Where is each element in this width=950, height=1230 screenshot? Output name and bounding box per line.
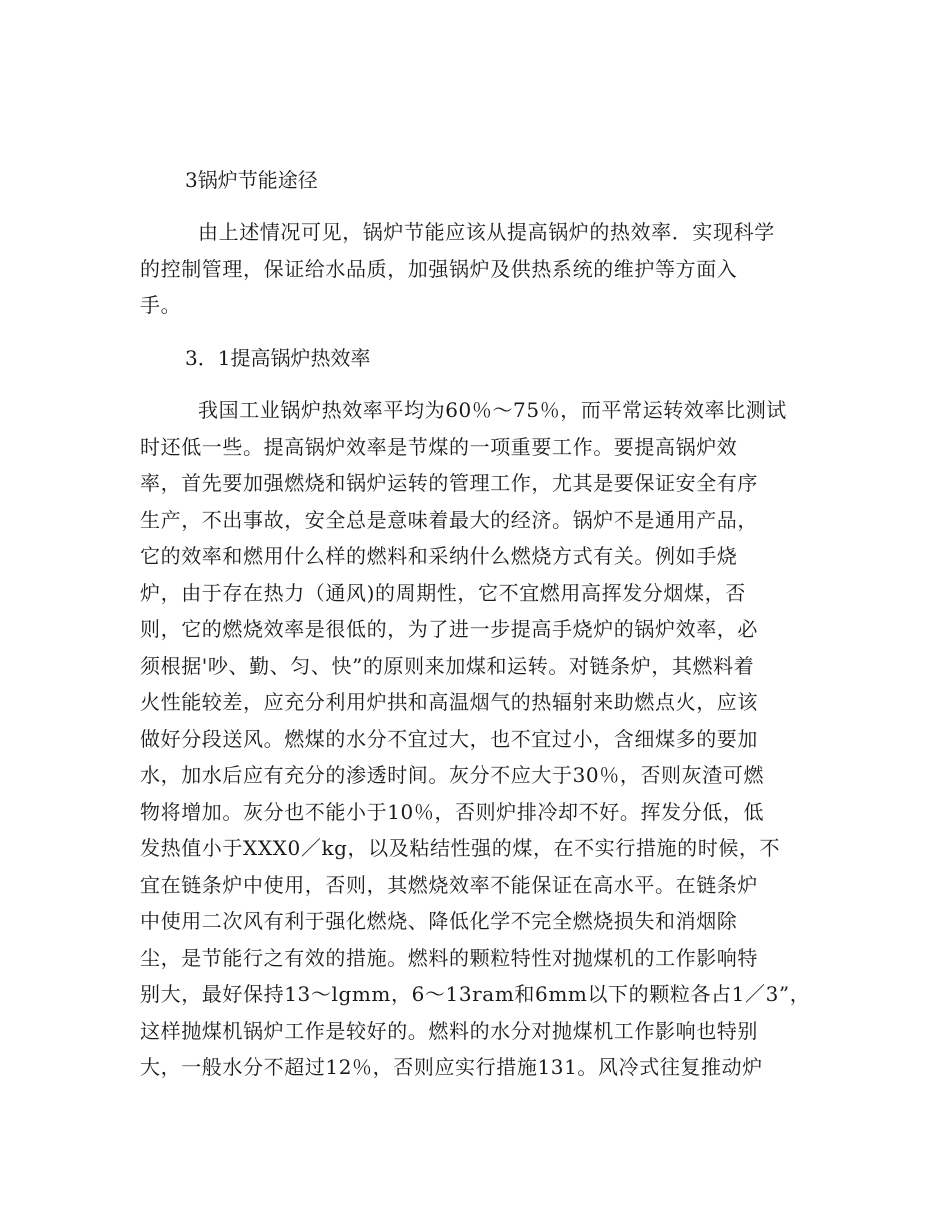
paragraph-line: 宜在链条炉中使用，否则，其燃烧效率不能保证在高水平。在链条炉 bbox=[140, 872, 758, 897]
paragraph-line: 生产，不出事故，安全总是意味着最大的经济。锅炉不是通用产品， bbox=[140, 507, 758, 532]
paragraph-line: 则，它的燃烧效率是很低的，为了进一步提高手烧炉的锅炉效率，必 bbox=[140, 617, 758, 641]
paragraph-line: 尘，是节能行之有效的措施。燃料的颗粒特性对抛煤机的工作影响特 bbox=[140, 945, 758, 970]
paragraph-line: 率，首先要加强燃烧和锅炉运转的管理工作，尤其是要保证安全有序 bbox=[140, 471, 758, 495]
paragraph-line: 的控制管理，保证给水品质，加强锅炉及供热系统的维护等方面入 bbox=[140, 256, 738, 281]
paragraph-line: 大，一般水分不超过12％，否则应实行措施131。风冷式往复推动炉 bbox=[140, 1055, 763, 1079]
paragraph-line: 水，加水后应有充分的渗透时间。灰分不应大于30％，否则灰渣可燃 bbox=[140, 763, 765, 787]
paragraph-line: 它的效率和燃用什么样的燃料和采纳什么燃烧方式有关。例如手烧 bbox=[140, 544, 738, 568]
paragraph-line: 手。 bbox=[140, 293, 182, 317]
paragraph-line: 时还低一些。提高锅炉效率是节煤的一项重要工作。要提高锅炉效 bbox=[140, 434, 738, 459]
intro-paragraph bbox=[140, 214, 820, 324]
paragraph-line: 我国工业锅炉热效率平均为60％～75％，而平常运转效率比测试 bbox=[198, 398, 787, 422]
paragraph-line: 发热值小于XXX0／kg，以及粘结性强的煤，在不实行措施的时候，不 bbox=[140, 836, 781, 860]
section-heading: 3锅炉节能途径 bbox=[185, 168, 318, 192]
subsection-heading: 3．1提高锅炉热效率 bbox=[185, 346, 371, 370]
paragraph-line: 别大，最好保持13～lgmm，6～13ram和6mm以下的颗粒各占1／3”， bbox=[140, 982, 811, 1006]
paragraph-line: 做好分段送风。燃煤的水分不宜过大，也不宜过小，含细煤多的要加 bbox=[140, 726, 758, 751]
paragraph-line: 火性能较差，应充分利用炉拱和高温烟气的热辐射来助燃点火，应该 bbox=[140, 690, 758, 714]
paragraph-line: 由上述情况可见，锅炉节能应该从提高锅炉的热效率．实现科学 bbox=[198, 220, 775, 244]
paragraph-line: 这样抛煤机锅炉工作是较好的。燃料的水分对抛煤机工作影响也特别 bbox=[140, 1018, 758, 1043]
paragraph-line: 须根据'吵、勤、匀、快”的原则来加煤和运转。对链条炉，其燃料着 bbox=[140, 653, 755, 678]
body-paragraph bbox=[140, 392, 820, 1086]
paragraph-line: 物将增加。灰分也不能小于10％，否则炉排冷却不好。挥发分低，低 bbox=[140, 799, 765, 824]
paragraph-line: 中使用二次风有利于强化燃烧、降低化学不完全燃烧损失和消烟除 bbox=[140, 909, 738, 933]
paragraph-line: 炉，由于存在热力（通风)的周期性，它不宜燃用高挥发分烟煤，否 bbox=[140, 580, 746, 605]
